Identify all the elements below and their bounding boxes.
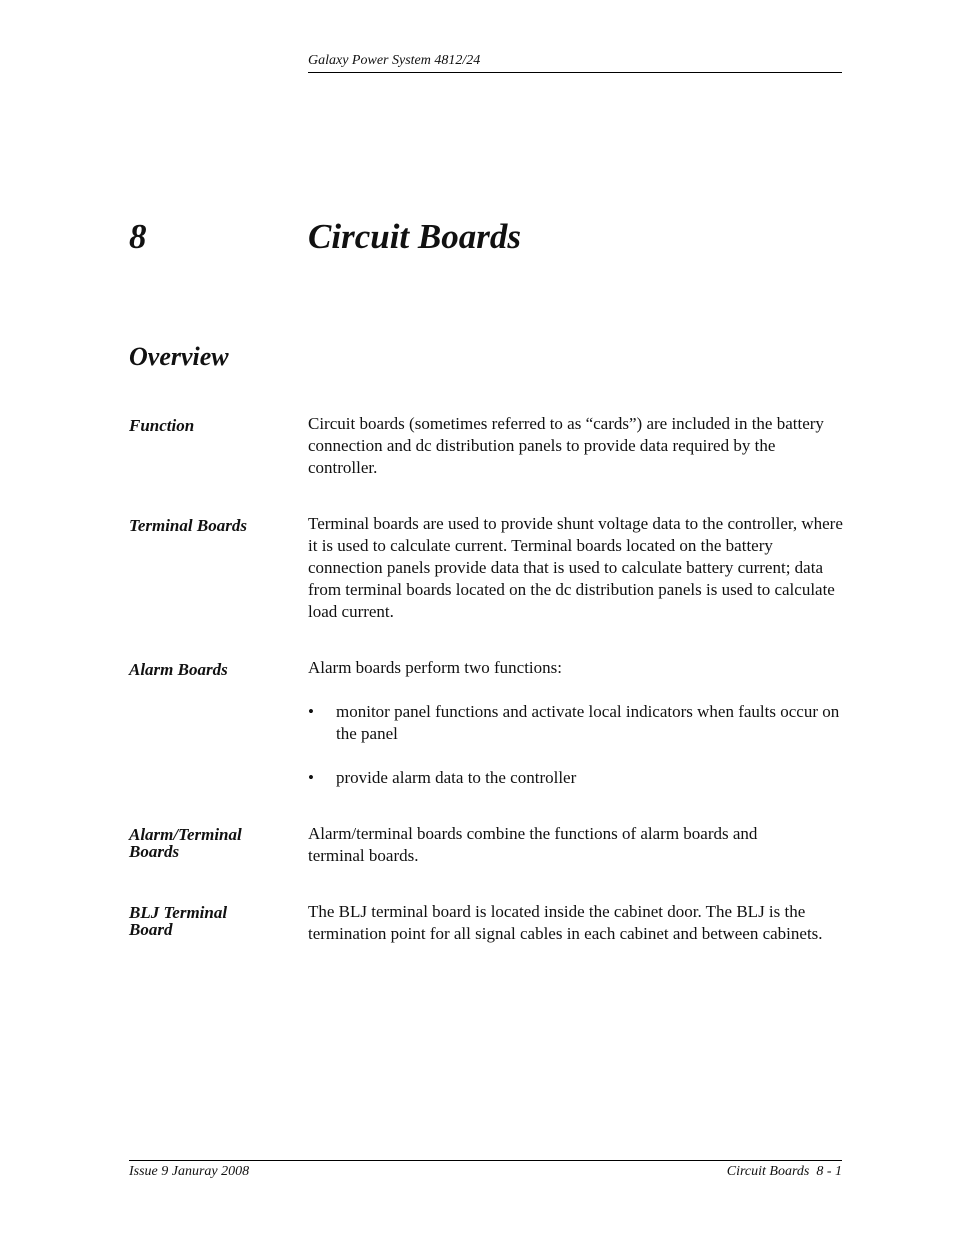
alarm-terminal-boards-label	[129, 826, 289, 860]
alarm-terminal-boards-text: Alarm/terminal boards combine the functions of alarm boards and terminal boards.	[308, 824, 758, 865]
list-item	[308, 701, 848, 745]
terminal-boards-text: Terminal boards are used to provide shunt voltage data to the controller, where it is used to calculate current. Terminal boards located on the battery connection panels provide data that is used to calculate battery current; data from terminal boards located on the dc distribution panels is used to calculate load current.	[308, 514, 843, 621]
bullet-text: provide alarm data to the controller	[336, 768, 577, 787]
function-text: Circuit boards (sometimes referred to as “cards”) are included in the battery connection and dc distribution panels to provide data required by the controller.	[308, 414, 824, 477]
alarm-boards-bullet-list	[308, 701, 848, 789]
alarm-boards-body	[308, 657, 848, 789]
footer-issue-date: Issue 9 Januray 2008	[129, 1164, 250, 1179]
list-item	[308, 767, 848, 789]
section-title: Overview	[129, 342, 229, 371]
bullet-icon: •	[308, 702, 314, 721]
chapter-title: Circuit Boards	[308, 217, 521, 256]
alarm-terminal-boards-label-line1: Alarm/Terminal	[129, 825, 242, 844]
alarm-boards-intro: Alarm boards perform two functions:	[308, 658, 562, 677]
function-body	[308, 413, 848, 479]
blj-terminal-board-label-line1: BLJ Terminal	[129, 903, 228, 922]
alarm-boards-label: Alarm Boards	[129, 660, 228, 679]
alarm-terminal-boards-label-line2: Boards	[129, 842, 180, 861]
alarm-terminal-boards-body	[308, 823, 813, 867]
blj-terminal-board-body	[308, 901, 838, 945]
chapter-number: 8	[129, 217, 147, 256]
bullet-icon: •	[308, 768, 314, 787]
blj-terminal-board-label	[129, 904, 289, 938]
running-header: Galaxy Power System 4812/24	[308, 52, 842, 73]
page-footer	[129, 1160, 842, 1181]
blj-terminal-board-text: The BLJ terminal board is located inside the cabinet door. The BLJ is the termination point for all signal cables in each cabinet and between cabinets.	[308, 902, 823, 943]
blj-terminal-board-label-line2: Board	[129, 920, 173, 939]
bullet-text: monitor panel functions and activate local indicators when faults occur on the panel	[336, 702, 840, 743]
function-label: Function	[129, 416, 195, 435]
terminal-boards-label: Terminal Boards	[129, 516, 247, 535]
footer-page-number: Circuit Boards 8 - 1	[726, 1164, 842, 1179]
terminal-boards-body	[308, 513, 848, 623]
